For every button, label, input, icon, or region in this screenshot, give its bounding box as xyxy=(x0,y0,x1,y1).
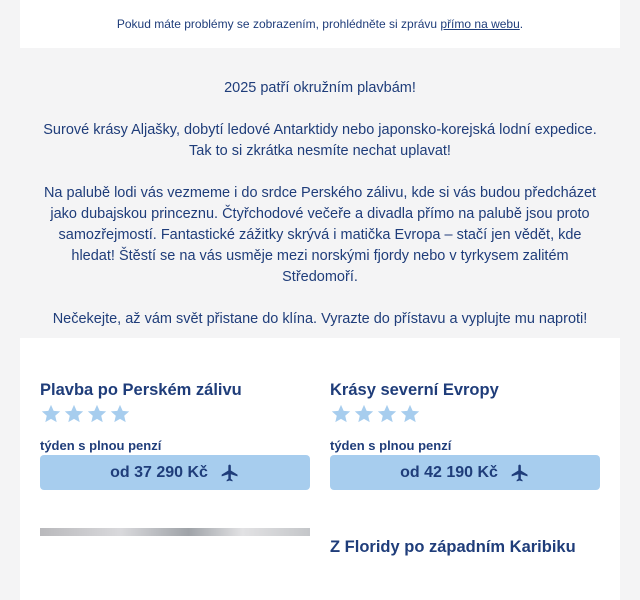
star-icon xyxy=(376,403,398,425)
plane-icon xyxy=(510,463,530,483)
intro-paragraph-3: Nečekejte, až vám svět přistane do klína. Vyrazte do přístavu a vyplujte mu naproti! xyxy=(52,311,588,327)
offer-image-top-edge xyxy=(40,528,310,536)
intro-paragraph-1: Surové krásy Aljašky, dobytí ledové Antarktidy nebo japonsko-korejská lodní expedice. Tak to si zkrátka nesmíte nechat uplavat! xyxy=(43,122,597,159)
star-icon xyxy=(63,403,85,425)
offer-title[interactable]: Krásy severní Evropy xyxy=(330,381,499,399)
offers-section xyxy=(20,338,620,600)
star-icon xyxy=(353,403,375,425)
star-icon xyxy=(40,403,62,425)
intro-paragraph-2: Na palubě lodi vás vezmeme i do srdce Perského zálivu, kde si vás budou předcházet jako dubajskou princeznu. Čtyřchodové večeře a divadla přímo na palubě jsou proto samozřejmostí. Fantastické zážitky skrývá i matička Evropa – stačí jen vědět, kde hledat! Štěstí se na vás usměje mezi norskými fjordy nebo v tyrkysem zalitém Středomoří. xyxy=(43,185,597,285)
intro-section xyxy=(20,48,620,338)
star-rating xyxy=(40,403,310,425)
price-button[interactable] xyxy=(40,455,310,490)
offer-subtitle: týden s plnou penzí xyxy=(330,438,452,453)
price-label: od 37 290 Kč xyxy=(110,463,208,481)
offer-title-caribbean[interactable]: Z Floridy po západním Karibiku xyxy=(330,538,576,556)
star-icon xyxy=(109,403,131,425)
star-rating xyxy=(330,403,600,425)
price-label: od 42 190 Kč xyxy=(400,463,498,481)
preheader-suffix: . xyxy=(519,17,524,31)
star-icon xyxy=(399,403,421,425)
star-icon xyxy=(330,403,352,425)
preheader-text: Pokud máte problémy se zobrazením, prohlédněte si zprávu xyxy=(116,17,441,31)
offer-card-persian-gulf xyxy=(40,379,310,490)
offer-card-northern-europe xyxy=(330,379,600,490)
preheader xyxy=(20,0,620,48)
offer-subtitle: týden s plnou penzí xyxy=(40,438,162,453)
offer-image[interactable] xyxy=(40,528,310,600)
star-icon xyxy=(86,403,108,425)
intro-heading: 2025 patří okružním plavbám! xyxy=(224,80,416,96)
view-online-link[interactable]: přímo na webu xyxy=(440,17,520,31)
price-button[interactable] xyxy=(330,455,600,490)
plane-icon xyxy=(220,463,240,483)
offer-title[interactable]: Plavba po Perském zálivu xyxy=(40,381,242,399)
